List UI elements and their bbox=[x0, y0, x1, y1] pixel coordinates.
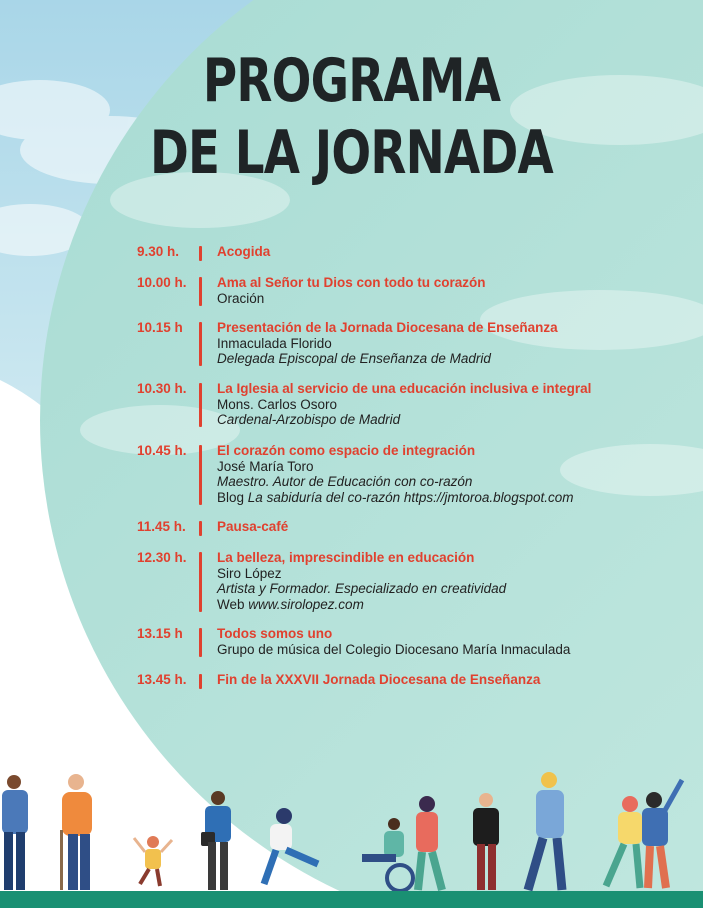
woman-helping bbox=[416, 796, 442, 890]
person-reading bbox=[2, 775, 28, 890]
accent-bar bbox=[199, 322, 202, 366]
schedule-speaker: Grupo de música del Colegio Diocesano María Inmaculada bbox=[217, 641, 571, 657]
schedule-title: La Iglesia al servicio de una educación inclusiva e integral bbox=[217, 381, 592, 396]
schedule-title: El corazón como espacio de integración bbox=[217, 443, 476, 458]
schedule-title: Todos somos uno bbox=[217, 626, 333, 641]
schedule-role: Artista y Formador. Especializado en creatividad bbox=[217, 581, 507, 596]
schedule-role: Maestro. Autor de Educación con co-razón bbox=[217, 474, 473, 489]
schedule-time: 12.30 h. bbox=[137, 550, 187, 565]
schedule-speaker: Mons. Carlos Osoro bbox=[217, 396, 338, 412]
people-illustration bbox=[0, 760, 703, 895]
person-in-wheelchair bbox=[362, 818, 413, 891]
schedule-time: 13.15 h bbox=[137, 626, 183, 641]
accent-bar bbox=[199, 246, 202, 261]
ground-strip bbox=[0, 891, 703, 908]
schedule-extra bbox=[217, 597, 687, 613]
schedule-role: Cardenal-Arzobispo de Madrid bbox=[217, 412, 401, 427]
schedule-time: 13.45 h. bbox=[137, 672, 187, 687]
schedule-title: Ama al Señor tu Dios con todo tu corazón bbox=[217, 275, 486, 290]
schedule-time: 10.00 h. bbox=[137, 275, 187, 290]
blog-link[interactable]: La sabiduría del co-razón https://jmtoroa.blogspot.com bbox=[247, 489, 574, 505]
schedule-speaker: José María Toro bbox=[217, 458, 314, 474]
schedule-speaker: Inmaculada Florido bbox=[217, 335, 332, 351]
couple-selfie bbox=[606, 780, 682, 888]
schedule-extra bbox=[217, 490, 687, 506]
schedule-time: 11.45 h. bbox=[137, 519, 186, 534]
website-link[interactable]: www.sirolopez.com bbox=[248, 596, 364, 612]
schedule-time: 9.30 h. bbox=[137, 244, 180, 259]
accent-bar bbox=[199, 445, 202, 505]
man-standing bbox=[473, 793, 499, 890]
accent-bar bbox=[199, 674, 202, 689]
girl-running bbox=[264, 808, 318, 884]
schedule-time: 10.45 h. bbox=[137, 443, 187, 458]
accent-bar bbox=[199, 521, 202, 536]
schedule-title: Pausa-café bbox=[217, 519, 289, 534]
page-title-line-1: PROGRAMA bbox=[202, 46, 501, 116]
schedule-title: Fin de la XXXVII Jornada Diocesana de Enseñanza bbox=[217, 672, 541, 687]
schedule-role: Delegada Episcopal de Enseñanza de Madrid bbox=[217, 351, 491, 366]
accent-bar bbox=[199, 277, 202, 306]
page-title-line-2: DE LA JORNADA bbox=[149, 118, 553, 188]
child-jumping bbox=[134, 836, 172, 886]
schedule-title: Acogida bbox=[217, 244, 271, 259]
accent-bar bbox=[199, 552, 202, 612]
schedule-title: La belleza, imprescindible en educación bbox=[217, 550, 475, 565]
schedule-speaker: Oración bbox=[217, 290, 265, 306]
elderly-man bbox=[60, 774, 92, 890]
schedule-speaker: Siro López bbox=[217, 565, 282, 581]
accent-bar bbox=[199, 383, 202, 427]
man-with-bag bbox=[201, 791, 231, 890]
schedule-time: 10.15 h bbox=[137, 320, 183, 335]
extra-prefix: Web bbox=[217, 596, 245, 612]
schedule-time: 10.30 h. bbox=[137, 381, 187, 396]
schedule-title: Presentación de la Jornada Diocesana de Enseñanza bbox=[217, 320, 558, 335]
man-walking bbox=[528, 772, 564, 890]
extra-prefix: Blog bbox=[217, 489, 245, 505]
accent-bar bbox=[199, 628, 202, 657]
